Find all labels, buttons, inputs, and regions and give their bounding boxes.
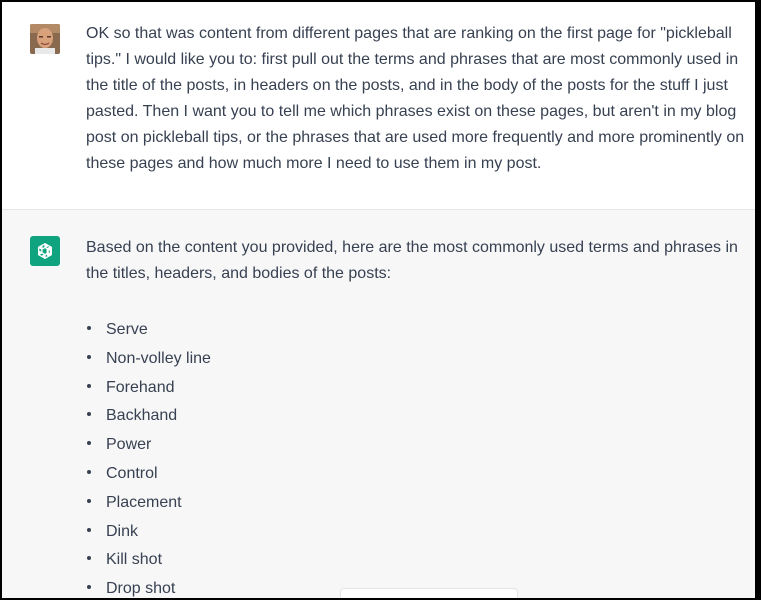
list-item	[86, 460, 211, 489]
list-item-label: Kill shot	[106, 551, 163, 569]
list-item-label: Drop shot	[106, 580, 176, 598]
bullet-dot	[87, 556, 91, 560]
scroll-to-bottom-button[interactable]	[340, 588, 518, 598]
list-item	[86, 374, 211, 403]
bullet-dot	[87, 384, 91, 388]
bullet-dot	[87, 355, 91, 359]
bullet-dot	[87, 528, 91, 532]
bullet-dot	[87, 412, 91, 416]
list-item-label: Dink	[106, 522, 139, 540]
bullet-dot	[87, 499, 91, 503]
list-item	[86, 489, 211, 518]
bullet-dot	[87, 470, 91, 474]
bullet-dot	[87, 326, 91, 330]
list-item-label: Forehand	[106, 378, 175, 396]
assistant-message-row	[2, 211, 755, 598]
list-item	[86, 546, 211, 575]
list-item-label: Placement	[106, 493, 182, 511]
user-message-row	[2, 2, 755, 210]
list-item-label: Backhand	[106, 407, 178, 425]
bullet-dot	[87, 585, 91, 589]
assistant-bullet-list	[86, 316, 211, 598]
openai-logo-icon	[30, 236, 60, 266]
list-item-label: Power	[106, 436, 152, 454]
list-item-label: Control	[106, 464, 158, 482]
user-avatar	[30, 24, 60, 54]
user-message-text: OK so that was content from different pages that are ranking on the first page for "pickleball tips." I would like you to: first pull out the terms and phrases that are most commonly used in the title of the posts, in headers on the posts, and in the body of the posts for the stuff I just pasted. Then I want you to tell me which phrases exist on these pages, but aren't in my blog post on pickleball tips, or the phrases that are used more frequently and more prominently on these pages and how much more I need to use them in my post.	[86, 25, 745, 172]
list-item	[86, 345, 211, 374]
list-item-label: Non-volley line	[106, 349, 211, 367]
list-item-label: Serve	[106, 321, 148, 338]
list-item	[86, 316, 211, 345]
list-item	[86, 518, 211, 547]
assistant-intro-text: Based on the content you provided, here are the most commonly used terms and phrases in the titles, headers, and bodies of the posts:	[86, 239, 738, 282]
chat-window	[2, 2, 755, 598]
bullet-dot	[87, 441, 91, 445]
list-item	[86, 431, 211, 460]
list-item	[86, 402, 211, 431]
list-item	[86, 575, 211, 598]
